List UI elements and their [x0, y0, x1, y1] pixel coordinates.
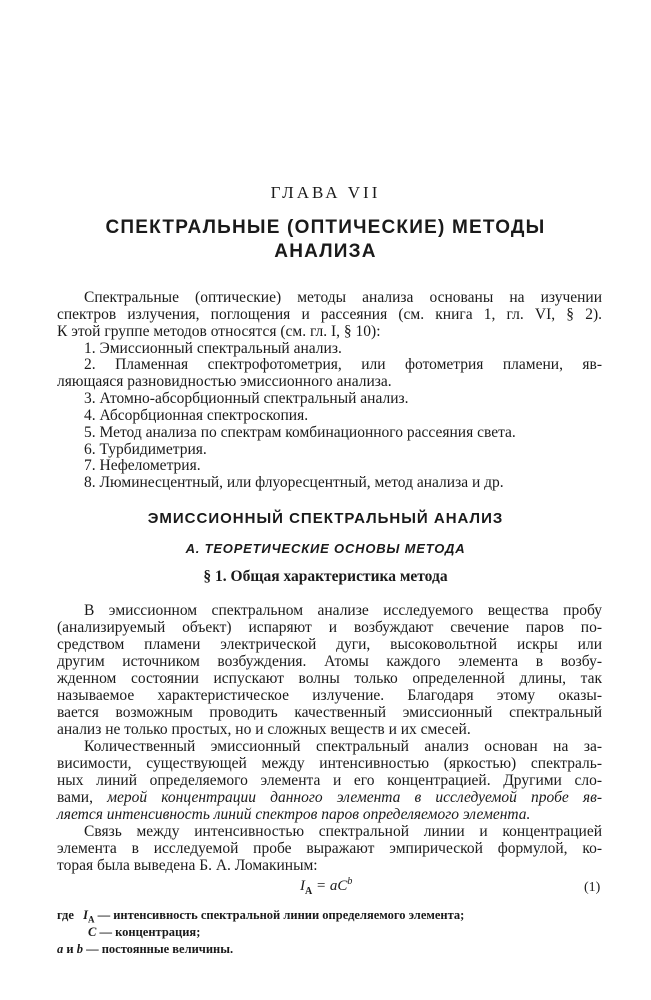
subsection-title: А. ТЕОРЕТИЧЕСКИЕ ОСНОВЫ МЕТОДА: [185, 541, 466, 556]
emphasis-line: ляется интенсивность линий спектров паров определяемого элемента.: [57, 806, 531, 823]
legend-symbol: b: [76, 942, 83, 956]
legend-symbol: a: [57, 942, 64, 956]
body-line: Связь между интенсивностью спектральной линии и концентрацией: [84, 823, 602, 840]
method-list-item: 4. Абсорбционная спектроскопия.: [84, 407, 309, 424]
method-list-item: 7. Нефелометрия.: [84, 457, 201, 474]
body-line: вается возможным проводить качественный эмиссионный спектральный: [57, 704, 602, 721]
formula-rhs: = aC: [315, 878, 348, 894]
formula: [300, 876, 352, 897]
legend-where: где: [57, 908, 74, 922]
emphasis-text: мерой концентрации данного элемента в исследуемой пробе яв-: [107, 789, 602, 806]
legend-description: — постоянные величины.: [82, 942, 234, 956]
legend-line: [88, 924, 200, 941]
intro-line: спектров излучения, поглощения и рассеяния (см. книга 1, гл. VI, § 2).: [57, 306, 602, 323]
body-line: элемента в исследуемой пробе выражают эмпирической формулой, ко-: [57, 840, 602, 857]
legend-conjunction: и: [63, 942, 77, 956]
legend-symbol: C: [88, 925, 97, 939]
method-list-item: 2. Пламенная спектрофотометрия, или фотометрия пламени, яв-: [84, 356, 602, 373]
method-list-item-continuation: ляющаяся разновидностью эмиссионного анализа.: [57, 373, 392, 390]
body-line: средством пламени электрической дуги, высоковольтной искры или: [57, 636, 602, 653]
legend-description: — концентрация;: [96, 925, 201, 939]
legend-description: — интенсивность спектральной линии определяемого элемента;: [94, 908, 465, 922]
body-line: торая была выведена Б. А. Ломакиным:: [57, 857, 318, 874]
method-list-item: 3. Атомно-абсорбционный спектральный анализ.: [84, 390, 409, 407]
chapter-title: [0, 216, 651, 264]
body-line: называемое характеристическое излучение. Благодаря этому оказы-: [57, 687, 602, 704]
body-line: анализ не только простых, но и сложных веществ и их смесей.: [57, 721, 471, 738]
chapter-title-line-1: СПЕКТРАЛЬНЫЕ (ОПТИЧЕСКИЕ) МЕТОДЫ: [105, 217, 546, 238]
chapter-label: ГЛАВА VII: [270, 183, 381, 202]
body-line: другим источником возбуждения. Атомы каждого элемента в возбу-: [57, 653, 602, 670]
legend-symbol-subscript: A: [87, 914, 95, 925]
body-line: (анализируемый объект) испаряют и возбуждают свечение паров по-: [57, 619, 602, 636]
method-list-item: 5. Метод анализа по спектрам комбинационного рассеяния света.: [84, 424, 516, 441]
formula-lhs: I: [300, 878, 305, 894]
intro-line: К этой группе методов относятся (см. гл. I, § 10):: [57, 323, 381, 340]
body-line: В эмиссионном спектральном анализе исследуемого вещества пробу: [84, 602, 602, 619]
legend-symbol: I: [83, 908, 88, 922]
intro-line: Спектральные (оптические) методы анализа основаны на изучении: [84, 289, 602, 306]
equation-number: (1): [584, 880, 601, 895]
body-text: вами,: [57, 789, 108, 806]
legend-line: [57, 941, 233, 958]
method-list-item: 1. Эмиссионный спектральный анализ.: [84, 340, 342, 357]
body-line: висимости, существующей между интенсивностью (яркостью) спектраль-: [57, 755, 602, 772]
body-line: Количественный эмиссионный спектральный анализ основан на за-: [84, 738, 602, 755]
formula-rhs-exponent: b: [347, 876, 353, 887]
body-line: жденном состоянии испускают волны только определенной длины, так: [57, 670, 602, 687]
method-list-item: 8. Люминесцентный, или флуоресцентный, метод анализа и др.: [84, 474, 504, 491]
method-list-item: 6. Турбидиметрия.: [84, 441, 207, 458]
formula-lhs-subscript: A: [305, 886, 313, 897]
body-line: ных линий определяемого элемента и его концентрацией. Другими сло-: [57, 772, 602, 789]
paragraph-title: § 1. Общая характеристика метода: [203, 568, 448, 585]
section-title: ЭМИССИОННЫЙ СПЕКТРАЛЬНЫЙ АНАЛИЗ: [147, 510, 504, 527]
chapter-title-line-2: АНАЛИЗА: [274, 241, 377, 262]
